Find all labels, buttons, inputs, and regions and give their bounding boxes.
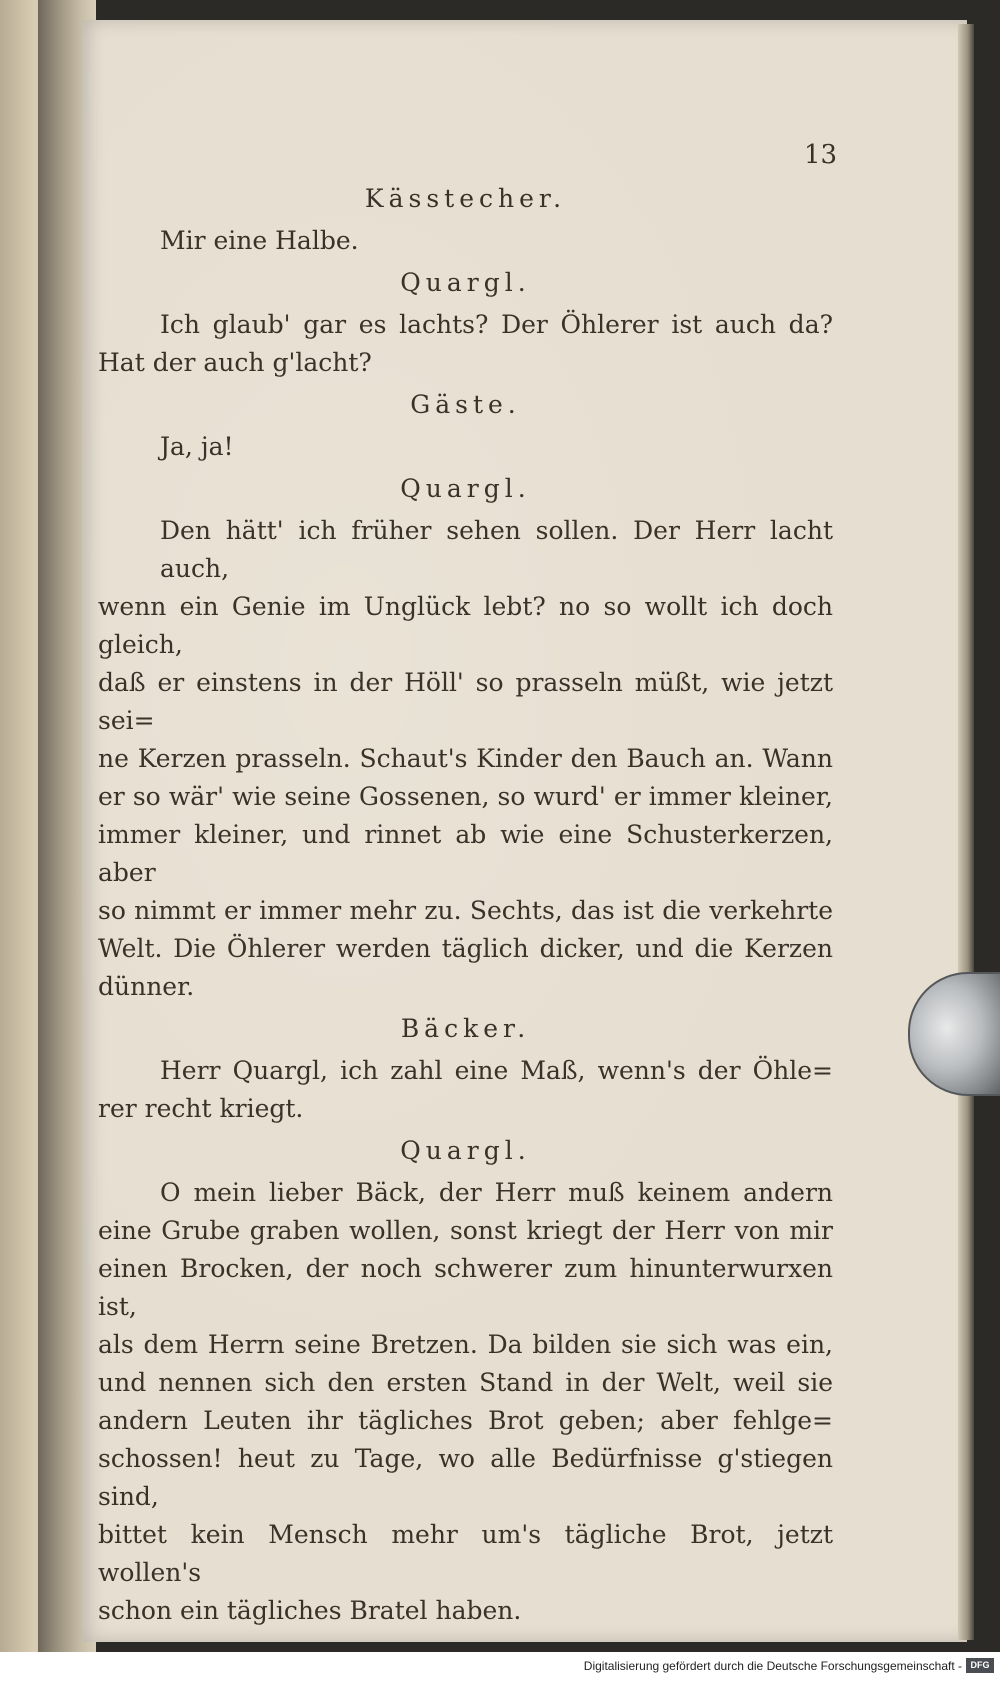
dialogue-paragraph bbox=[98, 306, 833, 382]
text-line: Ich glaub' gar es lachts? Der Öhlerer ist auch da? bbox=[160, 310, 833, 339]
footer-bar bbox=[0, 1652, 1000, 1681]
text-line: wenn ein Genie im Unglück lebt? no so wollt ich doch gleich, bbox=[98, 592, 833, 659]
dialogue-paragraph bbox=[98, 1052, 833, 1128]
text-line: Mir eine Halbe. bbox=[160, 226, 359, 255]
page-text bbox=[98, 180, 833, 1634]
dialogue-paragraph bbox=[98, 512, 833, 1006]
text-line: immer kleiner, und rinnet ab wie eine Schusterkerzen, aber bbox=[98, 820, 833, 887]
text-line: bittet kein Mensch mehr um's tägliche Brot, jetzt wollen's bbox=[98, 1520, 833, 1587]
speaker-heading: Gäste. bbox=[410, 390, 521, 419]
dialogue-paragraph bbox=[98, 222, 833, 260]
text-line: so nimmt er immer mehr zu. Sechts, das ist die verkehrte bbox=[98, 896, 833, 925]
text-line: und nennen sich den ersten Stand in der Welt, weil sie bbox=[98, 1368, 833, 1397]
page-edge-shadow bbox=[958, 24, 974, 1640]
text-line: eine Grube graben wollen, sonst kriegt der Herr von mir bbox=[98, 1216, 833, 1245]
text-line: Den hätt' ich früher sehen sollen. Der Herr lacht auch, bbox=[160, 516, 833, 583]
text-line: dünner. bbox=[98, 972, 195, 1001]
text-line: schossen! heut zu Tage, wo alle Bedürfnisse g'stiegen sind, bbox=[98, 1444, 833, 1511]
text-line: ne Kerzen prasseln. Schaut's Kinder den Bauch an. Wann bbox=[98, 744, 833, 773]
text-line: daß er einstens in der Höll' so prasseln müßt, wie jetzt sei= bbox=[98, 668, 833, 735]
speaker-heading: Quargl. bbox=[400, 474, 531, 503]
text-line: rer recht kriegt. bbox=[98, 1094, 304, 1123]
text-line: schon ein tägliches Bratel haben. bbox=[98, 1596, 522, 1625]
funding-credit: Digitalisierung gefördert durch die Deutsche Forschungsgemeinschaft - bbox=[583, 1659, 962, 1673]
text-line: als dem Herrn seine Bretzen. Da bilden sie sich was ein, bbox=[98, 1330, 833, 1359]
text-line: einen Brocken, der noch schwerer zum hinunterwurxen ist, bbox=[98, 1254, 833, 1321]
dfg-logo: DFG bbox=[966, 1658, 994, 1673]
dialogue-paragraph bbox=[98, 428, 833, 466]
text-line: er so wär' wie seine Gossenen, so wurd' er immer kleiner, bbox=[98, 782, 833, 811]
speaker-heading: Bäcker. bbox=[400, 1014, 531, 1043]
text-line: O mein lieber Bäck, der Herr muß keinem andern bbox=[160, 1178, 833, 1207]
speaker-heading: Kässtecher. bbox=[364, 184, 567, 213]
dialogue-paragraph bbox=[98, 1174, 833, 1630]
page-number: 13 bbox=[804, 140, 838, 170]
text-line: Ja, ja! bbox=[160, 432, 234, 461]
speaker-heading: Quargl. bbox=[400, 268, 531, 297]
text-line: Welt. Die Öhlerer werden täglich dicker, und die Kerzen bbox=[98, 934, 833, 963]
text-line: andern Leuten ihr tägliches Brot geben; aber fehlge= bbox=[98, 1406, 833, 1435]
speaker-heading: Quargl. bbox=[400, 1136, 531, 1165]
text-line: Hat der auch g'lacht? bbox=[98, 348, 372, 377]
text-line: Herr Quargl, ich zahl eine Maß, wenn's der Öhle= bbox=[160, 1056, 833, 1085]
